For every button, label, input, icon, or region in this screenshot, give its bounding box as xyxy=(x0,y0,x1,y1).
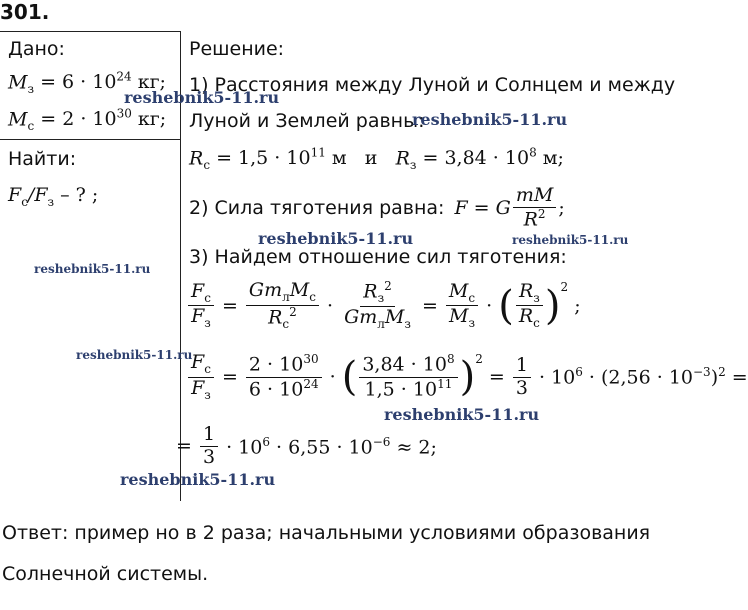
solution-heading: Решение: xyxy=(189,38,285,60)
watermark: reshebnik5-11.ru xyxy=(120,470,276,489)
find-question: $F_с/F_з$ – ? ; xyxy=(8,184,99,209)
ratio-formula: $\frac{F_с}{F_з}$ = $\frac{Gm_лM_с}{R_с^2}$ · $\frac{R_з^2}{Gm_лM_з}$ = $\frac{M_с}{M_з}$ · ( $\frac{R_з}{R_с}$ ) $^2$ ; xyxy=(186,280,581,332)
answer-line1: Ответ: пример но в 2 раза; начальными условиями образования xyxy=(2,522,651,544)
given-mass-sun: $M_с = 2 \cdot 10^{30}$ кг; xyxy=(8,107,167,134)
watermark: reshebnik5-11.ru xyxy=(76,348,193,362)
watermark: reshebnik5-11.ru xyxy=(384,405,540,424)
step1-line1: 1) Расстояния между Луной и Солнцем и между xyxy=(189,74,676,96)
watermark: reshebnik5-11.ru xyxy=(124,88,280,107)
given-heading: Дано: xyxy=(8,38,65,60)
watermark: reshebnik5-11.ru xyxy=(412,110,568,129)
problem-number: 301. xyxy=(0,0,50,24)
distances-formula: $R_с = 1,5 \cdot 10^{11}$ м и $R_з = 3,84 \cdot 10^8$ м; xyxy=(189,146,564,173)
watermark: reshebnik5-11.ru xyxy=(258,229,414,248)
result-formula: = $\frac{1}{3}$ · $10^6 \cdot 6,55 \cdot 10^{-6} \approx 2$; xyxy=(176,423,437,468)
find-heading: Найти: xyxy=(8,148,77,170)
step2-row xyxy=(189,185,565,231)
given-find-divider xyxy=(0,139,180,140)
watermark: reshebnik5-11.ru xyxy=(512,233,629,247)
given-mass-moon: $M_з = 6 \cdot 10^{24}$ кг; xyxy=(8,70,166,97)
numeric-formula: $\frac{F_с}{F_з}$ = $\frac{2 \cdot 10^{30}}{6 \cdot 10^{24}}$ · ( $\frac{3,84 \cdot 10^8}{1,5 \cdot 10^{11}}$ ) $^2$ = $\frac{1}{3}$ · $10^6 \cdot (2,56 \cdot 10^{-3})^2$ = xyxy=(186,352,748,402)
given-top-rule xyxy=(0,31,180,32)
gravity-formula: F = G $\frac{mM}{R^2}$ ; xyxy=(454,184,565,231)
answer-line2: Солнечной системы. xyxy=(2,563,209,585)
step3-text: 3) Найдем отношение сил тяготения: xyxy=(189,246,567,268)
step2-text: 2) Сила тяготения равна: xyxy=(189,197,445,219)
step1-line2: Луной и Землей равны: xyxy=(189,110,425,132)
watermark: reshebnik5-11.ru xyxy=(34,262,151,276)
